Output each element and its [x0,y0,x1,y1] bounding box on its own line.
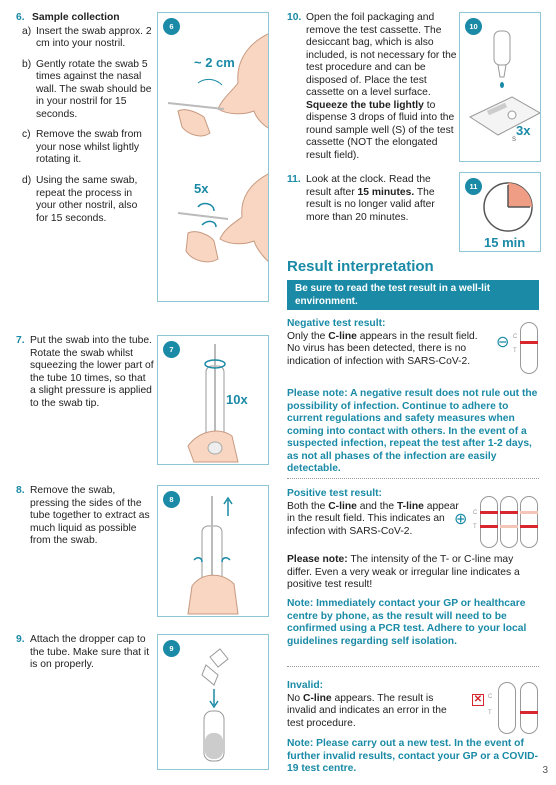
invalid-cassette-1 [498,682,516,734]
step10-figure [459,12,541,162]
step8-text [16,485,154,548]
step7-number: 7. [16,335,25,346]
positive-note-plain: Please note: The intensity of the T- or C-line may differ. Even a very weak or irregular line indicates a positive test result! [287,554,520,591]
step8-figure [157,485,269,617]
step6-rotation-label: 5x [194,181,209,196]
invalid-block [287,680,463,730]
invalid-heading: Invalid: [287,680,324,691]
step9-number: 9. [16,634,25,645]
step10-body-b: to dispense 3 drops of fluid into the round sample well (S) of the test cassette (NOT the elongated result field). [306,99,455,162]
step11-time-label: 15 min [484,235,526,250]
step9-text [16,634,154,672]
step11-figure [459,172,541,252]
positive-cassette-2 [500,496,518,548]
positive-t-label: T [473,524,477,530]
step6-item-c: c) Remove the swab from your nose whilst lightly rotating it. [22,129,142,166]
step10-number: 10. [287,12,302,23]
step6-item-a: a) Insert the swab approx. 2 cm into your nostril. [22,25,152,50]
step10-body-a: Open the foil packaging and remove the test cassette. The desiccant bag, which is also included, is not necessary for the test procedure and can be disposed of. Place the test cassette on a level surface. [306,12,457,99]
invalid-c-label: C [488,694,493,700]
plus-icon: ⊕ [454,511,468,528]
step10-well-label: S [512,137,517,143]
step10-drops-label: 3x [516,123,531,138]
step8-badge: 8 [163,491,180,508]
step8-number: 8. [16,485,25,496]
step8-body: Remove the swab, pressing the sides of the tube together to extract as much liquid as possible from the swab. [30,485,150,547]
negative-t-label: T [513,348,517,354]
negative-block [287,318,487,368]
negative-note: Please note: A negative result does not rule out the possibility of infection. Continue to adhere to current regulations and safety measures when coming into contact with others. In the event of a suspected infection, repeat the test after 1-2 days, as not all phases of the infection are easily detectable. [287,388,538,475]
positive-c-label: C [473,510,478,516]
invalid-note: Note: Please carry out a new test. In the event of further invalid results, contact your GP or a COVID-19 test centre. [287,738,538,775]
negative-c-label: C [513,334,518,340]
step9-figure [157,634,269,770]
step10-badge: 10 [465,18,482,35]
negative-cassette [520,322,538,374]
positive-block [287,488,459,538]
step6-item-d: d) Using the same swab, repeat the process in your other nostril, also for 15 seconds. [22,175,138,224]
step10-bold: Squeeze the tube lightly [306,99,424,111]
step6-title: Sample collection [32,12,120,23]
positive-cassette-1 [480,496,498,548]
result-banner: Be sure to read the test result in a well-lit environment. [287,280,539,310]
step7-figure [157,335,269,465]
step6-item-b: b) Gently rotate the swab 5 times against the nasal wall. The swab should be in your nostril for 15 seconds. [22,58,152,120]
step7-badge: 7 [163,341,180,358]
negative-body: Only the C-line appears in the result field. No virus has been detected, there is no indication of infection with SARS-CoV-2. [287,330,478,367]
positive-body: Both the C-line and the T-line appear in the result field. This indicates an infection with SARS-CoV-2. [287,500,459,537]
invalid-cassette-2 [520,682,538,734]
cassette-drops-illustration [460,13,541,162]
step6-badge: 6 [163,18,180,35]
step9-badge: 9 [163,640,180,657]
step11-text [287,174,457,224]
step11-bold: 15 minutes. [357,186,415,198]
step6-number: 6. [16,12,25,23]
step7-body: Put the swab into the tube. Rotate the swab whilst squeezing the lower part of the tube 10 times, so that a slight pressure is applied to the swab tip. [30,335,154,409]
step11-body-b: The result is no longer valid after more than 20 minutes. [306,186,435,223]
step7-text [16,335,154,410]
step6-depth-label: ~ 2 cm [194,55,235,70]
result-section-title: Result interpretation [287,258,434,275]
positive-heading: Positive test result: [287,488,382,499]
c-line [520,341,538,344]
invalid-body: No C-line appears. The result is invalid and indicates an error in the test procedure. [287,692,447,729]
invalid-t-label: T [488,710,492,716]
minus-icon: ⊖ [496,334,510,351]
step10-text [287,12,457,163]
divider-1 [287,478,539,479]
page-number: 3 [542,764,548,776]
negative-heading: Negative test result: [287,318,386,329]
step11-badge: 11 [465,178,482,195]
cross-icon: ✕ [473,694,483,705]
positive-cassette-3 [520,496,538,548]
positive-note: Note: Immediately contact your GP or healthcare centre by phone, as the result will need to be confirmed using a PCR test. Adhere to your local guidelines regarding self isolation. [287,598,527,647]
step11-body-a: Look at the clock. Read the result after [306,174,431,198]
step11-number: 11. [287,174,301,185]
step7-count-label: 10x [226,392,248,407]
step9-body: Attach the dropper cap to the tube. Make sure that it is on properly. [30,634,150,671]
divider-2 [287,666,539,667]
step6-text [16,12,152,225]
step6-figure [157,12,269,302]
